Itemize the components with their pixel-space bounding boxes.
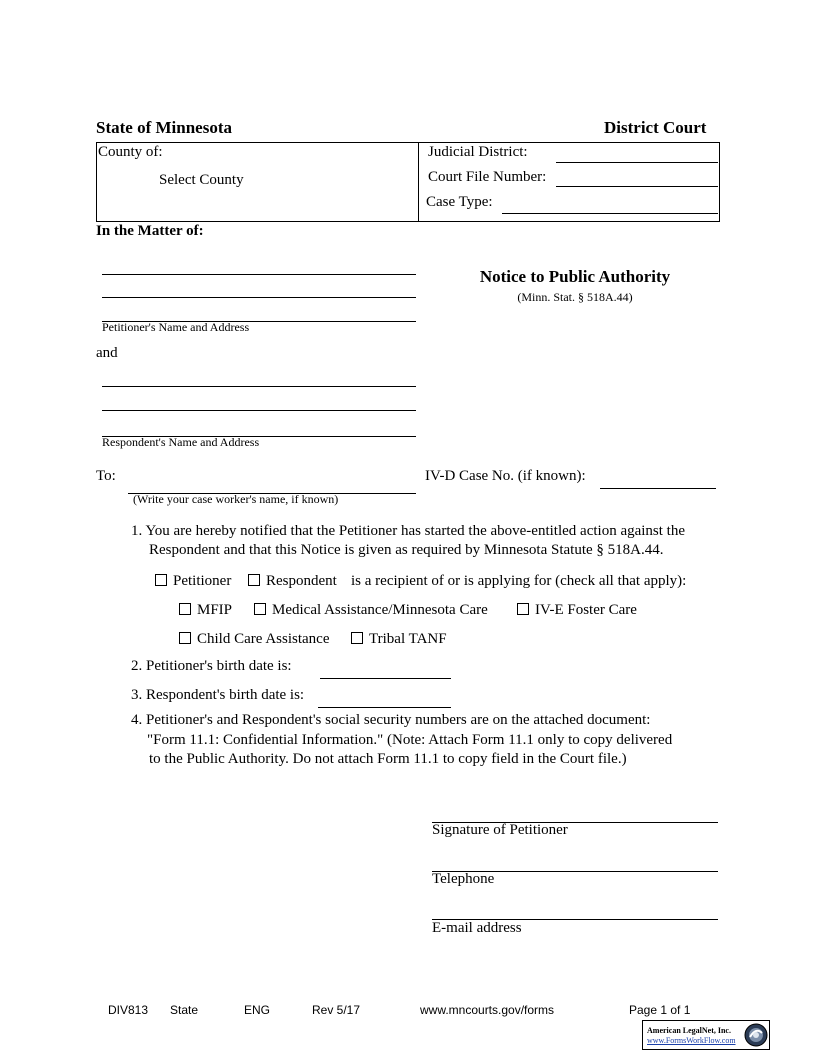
court-file-number-field[interactable] [556,186,718,187]
item4-line3: to the Public Authority. Do not attach Form 11.1 to copy field in the Court file.) [149,751,627,767]
court-heading: District Court [604,118,707,137]
form-title: Notice to Public Authority [479,267,671,286]
americanlegalnet-logo[interactable] [642,1020,770,1050]
case-type-field[interactable] [502,213,718,214]
petitioner-birthdate-field[interactable] [320,678,451,679]
item1-line2: Respondent and that this Notice is given as required by Minnesota Statute § 518A.44. [149,542,664,558]
footer-website[interactable]: www.mncourts.gov/forms [420,1003,555,1017]
ivd-case-field[interactable] [600,488,716,489]
judicial-district-field[interactable] [556,162,718,163]
respondent-checkbox-group[interactable] [248,573,337,590]
in-the-matter-of-label: In the Matter of: [96,223,204,239]
tribal-checkbox[interactable] [351,632,363,644]
caseworker-hint: (Write your case worker's name, if known) [133,492,339,506]
footer-language: ENG [244,1003,271,1017]
logo-line1: American LegalNet, Inc. [647,1026,731,1035]
respondent-line-2[interactable] [102,410,416,411]
item3-label: 3. Respondent's birth date is: [131,687,305,703]
ive-checkbox-group[interactable] [517,602,637,619]
ive-checkbox[interactable] [517,603,529,615]
childcare-label: Child Care Assistance [197,631,330,647]
mfip-label: MFIP [197,602,233,618]
tribal-checkbox-group[interactable] [351,631,447,648]
case-type-label: Case Type: [426,194,493,210]
childcare-checkbox[interactable] [179,632,191,644]
item4-line2: "Form 11.1: Confidential Information." (Note: Attach Form 11.1 only to copy delivered [147,732,673,748]
petitioner-checkbox[interactable] [155,574,167,586]
footer-jurisdiction: State [170,1003,199,1017]
signature-label: Signature of Petitioner [432,822,568,838]
statute-reference: (Minn. Stat. § 518A.44) [517,290,633,304]
petitioner-checkbox-group[interactable] [155,573,231,590]
respondent-caption: Respondent's Name and Address [102,435,260,449]
footer-revision: Rev 5/17 [312,1003,361,1017]
logo-line2[interactable]: www.FormsWorkFlow.com [647,1036,736,1045]
footer-form-id: DIV813 [108,1003,149,1017]
email-label: E-mail address [432,920,522,936]
petitioner-checkbox-label: Petitioner [173,573,232,589]
item1-line1: 1. You are hereby notified that the Petitioner has started the above-entitled action against the [131,523,686,539]
ivd-case-label: IV-D Case No. (if known): [425,468,586,484]
logo-globe-icon [744,1023,768,1047]
item2-label: 2. Petitioner's birth date is: [131,658,292,674]
caption-divider [418,142,419,222]
telephone-label: Telephone [432,871,495,887]
and-label: and [96,345,118,361]
childcare-checkbox-group[interactable] [179,631,329,648]
court-file-number-label: Court File Number: [428,169,547,185]
judicial-district-label: Judicial District: [428,144,528,160]
state-heading: State of Minnesota [96,118,232,137]
mfip-checkbox-group[interactable] [179,602,232,619]
to-label: To: [96,468,116,484]
county-select[interactable]: Select County [159,172,244,188]
medical-label: Medical Assistance/Minnesota Care [272,602,488,618]
petitioner-line-2[interactable] [102,297,416,298]
respondent-checkbox[interactable] [248,574,260,586]
recipient-text: is a recipient of or is applying for (check all that apply): [351,573,687,589]
mfip-checkbox[interactable] [179,603,191,615]
petitioner-line-1[interactable] [102,274,416,275]
respondent-line-1[interactable] [102,386,416,387]
item4-line1: 4. Petitioner's and Respondent's social security numbers are on the attached document: [131,712,651,728]
respondent-checkbox-label: Respondent [266,573,337,589]
medical-checkbox[interactable] [254,603,266,615]
medical-checkbox-group[interactable] [254,602,488,619]
ive-label: IV-E Foster Care [535,602,637,618]
tribal-label: Tribal TANF [369,631,447,647]
footer-page-number: Page 1 of 1 [629,1003,691,1017]
county-label: County of: [98,144,163,160]
respondent-birthdate-field[interactable] [318,707,451,708]
petitioner-caption: Petitioner's Name and Address [102,320,250,334]
